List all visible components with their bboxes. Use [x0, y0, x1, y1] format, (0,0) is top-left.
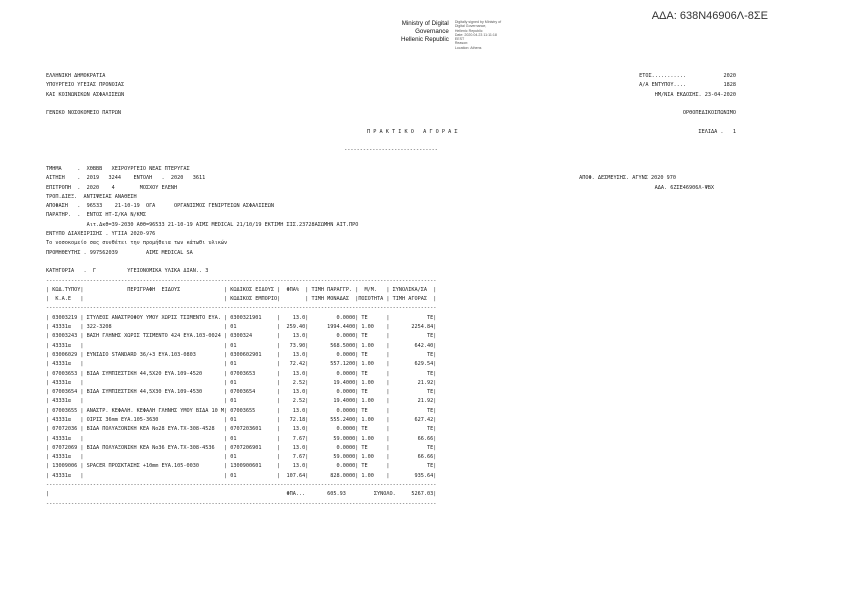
table-row: | 43331α | | 01 | 7.67| 59.0000| 1.00 | 66.66| — [46, 435, 437, 442]
info-aitisi-right: ΑΠΟΦ. ΔΕΣΜΕΥΣΗΣ. ΑΓΥΝΣ 2020 970 — [579, 175, 676, 182]
items-table — [46, 277, 736, 509]
page-title: Π Ρ Α Κ Τ Ι Κ Ο Α Γ Ο Ρ Α Σ — [366, 128, 458, 135]
table-row: | 43331α | 322-3208 | 01 | 259.40| 1994.4400| 1.00 | 2254.84| — [46, 324, 437, 331]
table-row: | 03003243 | ΒΑΣΗ ΓΛΗΝΗΣ ΧΩΡΙΣ ΤΣΙΜΕΝΤΟ 424 ΕΥΑ.103-0024 | 0300324 | 13.0| 0.0000| ΤΕ | ΤΕ| — [46, 333, 437, 340]
info-paratir: ΠΑΡΑΤΗΡ. . ΕΝΤΟΣ ΗΤ-Σ/ΚΑ Ν/ΚΜΣ — [46, 212, 146, 219]
table-header-sub: | Κ.Α.Ε | | ΚΩΔΙΚΟΣ ΕΜΠΟΡΙΟ| | ΤΙΜΗ ΜΟΝΑΔΑΣ |ΠΟΣΟΤΗΤΑ | ΤΙΜΗ ΑΓΟΡΑΣ | — [46, 296, 437, 303]
stamp-detail: Digitally signed by Ministry of Digital Governance, Hellenic Republic Date: 2020.04.23 11:11:18 EEST Reason: Location: Athens — [454, 20, 502, 50]
table-header: | ΚΩΔ.ΤΥΠΟΥ| ΠΕΡΙΓΡΑΦΗ ΕΙΔΟΥΣ | ΚΩΔΙΚΟΣ ΕΙΔΟΥΣ | ΦΠΑ% | ΤΙΜΗ ΠΑΡΑΓΓΡ. | Μ/Μ. | ΣΥΝΟΛΙΚΑ/ΣΑ | — [46, 286, 437, 293]
table-row: | 13009006 | SPACER ΠΡΟΣΚΤΑΣΗΣ +10mm ΕΥΑ.105-0030 | 1300900601 | 13.0| 0.0000| ΤΕ | ΤΕ| — [46, 463, 437, 470]
table-row: | 43331α | | 01 | 2.52| 19.4000| 1.00 | 21.92| — [46, 398, 437, 405]
hospital-name: ΓΕΝΙΚΟ ΝΟΣΟΚΟΜΕΙΟ ΠΑΤΡΩΝ — [46, 110, 121, 117]
info-aitisi-line — [46, 174, 736, 183]
document-body — [46, 72, 736, 509]
info-epitropi: ΕΠΙΤΡΟΠΗ . 2020 4 ΜΟΣΧΟΥ ΕΛΕΝΗ — [46, 184, 178, 191]
stamp-line: Hellenic Republic — [401, 36, 449, 43]
info-epitropi-right: ΑΔΑ. 6ΖΣΕ46906Λ-ΨΒΧ — [654, 184, 714, 191]
title-underline: ------------------------------ — [344, 147, 438, 154]
table-row: | 07003654 | ΒΙΔΑ ΣΥΜΠΙΕΣΤΙΚΗ 44,5Χ30 ΕΥΑ.109-4530 | 07003654 | 13.0| 0.0000| ΤΕ | ΤΕ| — [46, 389, 437, 396]
table-border: ----------------------------------------------------------------------------------------------------------------------------- — [46, 500, 437, 507]
table-row: | 43331α | | 01 | 72.42| 557.1200| 1.00 | 629.54| — [46, 361, 437, 368]
table-row: | 43331α | | 01 | 107.64| 828.0000| 1.00 | 935.64| — [46, 472, 437, 479]
stamp-line: Governance — [415, 28, 449, 35]
table-row: | 07072036 | ΒΙΔΑ ΠΟΛΥΑΞΟΝΙΚΗ ΚΕΑ Νο28 ΕΥΑ.ΤΧ-308-4528 | 0707203601 | 13.0| 0.0000| ΤΕ | ΤΕ| — [46, 426, 437, 433]
header-line-1 — [46, 72, 736, 81]
info-epitropi-line — [46, 184, 736, 193]
table-row: | 07003653 | ΒΙΔΑ ΣΥΜΠΙΕΣΤΙΚΗ 44,5Χ20 ΕΥΑ.109-4520 | 07003653 | 13.0| 0.0000| ΤΕ | ΤΕ| — [46, 370, 437, 377]
right-header-line: Α/Α ΕΝΤΥΠΟΥ.... 1828 — [639, 82, 736, 89]
header-line-2 — [46, 81, 736, 90]
digital-signature-stamp — [401, 20, 501, 50]
table-border: ----------------------------------------------------------------------------------------------------------------------------- — [46, 305, 437, 312]
table-border: ----------------------------------------------------------------------------------------------------------------------------- — [46, 277, 437, 284]
right-header-line: ΗΜ/ΝΙΑ ΕΚΔΟΣΗΣ. 23-04-2020 — [654, 91, 736, 98]
table-row: | 43331α | | 01 | 7.67| 59.0000| 1.00 | 66.66| — [46, 454, 437, 461]
ada-header: ΑΔΑ: 638Ν46906Λ-8ΣΕ — [651, 10, 768, 22]
table-row: | 43331α | ΟΙΡΙΣ 36mm ΕΥΑ.105-3630 | 01 | 72.18| 555.2400| 1.00 | 627.42| — [46, 416, 437, 423]
hospital-right: ΟΡΘΟΠΕΔΙΚΟΙΠΩΝΙΜΟ — [682, 110, 736, 117]
info-apofasi: ΑΠΟΦΑΣΗ . 96533 21-10-19 ΟΓΑ ΟΡΓΑΝΙΣΜΟΣ ΓΕΝΙΡΤΕΙΩΝ ΑΣΦΑΛΙΣΕΩΝ — [46, 203, 274, 210]
header-line-3 — [46, 91, 736, 100]
table-row: | 03003219 | ΣΤΥΛΕΟΣ ΑΝΑΣΤΡΟΦΟΥ ΥΜΟΥ ΧΩΡΙΣ ΤΣΙΜΕΝΤΟ ΕΥΑ. | 0300321901 | 13.0| 0.0000| ΤΕ | ΤΕ| — [46, 314, 437, 321]
info-prom: ΤΡΟΠ.ΔΙΕΞ. ΑΝΤΙΨΕΙΑΣ ΑΝΑΘΕΣΗ — [46, 193, 137, 200]
table-row: | 43331α | | 01 | 73.90| 568.5000| 1.00 | 642.40| — [46, 342, 437, 349]
info-entypo: ΕΝΤΥΠΟ ΔΙΑΧΕΙΡΙΣΗΣ . ΥΓΙΙΑ 2020-976 — [46, 231, 156, 238]
info-aitiol: Αιτ.Δκθ=39-2030 Αθθ=96533 21-10-19 ΑΙΜΣ MEDICAL 21/10/19 ΕΚΤΙΜΗ ΣΙΣ.23728ΑΣΩΜΗΝ ΑΙΤ.ΠΡΟ — [46, 221, 359, 228]
info-aitisi: ΑΙΤΗΣΗ . 2019 3244 ΕΝΤΟΛΗ . 2020 3611 — [46, 175, 206, 182]
table-totals: | ΦΠΑ... 605.93 ΣΥΝΟΛΟ. 5267.03| — [46, 491, 437, 498]
left-header-line: ΕΛΛΗΝΙΚΗ ΔΗΜΟΚΡΑΤΙΑ — [46, 73, 106, 79]
table-row: | 03006029 | ΕΥΝΙΔΙΟ STANDARD 36/+3 ΕΥΑ.103-0803 | 0300602901 | 13.0| 0.0000| ΤΕ | ΤΕ| — [46, 351, 437, 358]
hospital-line — [46, 109, 736, 118]
table-border: ----------------------------------------------------------------------------------------------------------------------------- — [46, 482, 437, 489]
table-row: | 43331α | | 01 | 2.52| 19.4000| 1.00 | 21.92| — [46, 379, 437, 386]
right-header-line: ΕΤΟΣ........... 2020 — [639, 73, 736, 79]
left-header-line: ΥΠΟΥΡΓΕΙΟ ΥΓΕΙΑΣ ΠΡΟΝΟΙΑΣ — [46, 82, 125, 89]
left-header-line: ΚΑΙ ΚΟΙΝΩΝΙΚΩΝ ΑΣΦΑΛΙΣΕΩΝ — [46, 91, 125, 98]
title-line — [46, 128, 736, 137]
page-number: ΣΕΛΙΔΑ . 1 — [698, 128, 736, 135]
stamp-names — [401, 20, 449, 50]
info-note: Το νοσοκομείο σας συνθέτει την προμήθεια των κάτωθι υλικών — [46, 240, 228, 247]
info-tmima: ΤΜΗΜΑ . ΧΘΒΒΒ ΧΕΙΡΟΥΡΓΕΙΟ ΝΕΑΣ ΠΤΕΡΥΓΑΣ — [46, 165, 190, 172]
stamp-line: Ministry of Digital — [401, 20, 449, 27]
info-promitheftis: ΠΡΟΜΗΘΕΥΤΗΣ . 997562039 ΑΙΜΣ MEDICAL SA — [46, 249, 193, 256]
info-katigoria: ΚΑΤΗΓΟΡΙΑ . Γ ΥΓΕΙΟΝΟΜΙΚΑ ΥΛΙΚΑ ΔΙΑΝ.. 3 — [46, 268, 209, 275]
table-row: | 07072069 | ΒΙΔΑ ΠΟΛΥΑΞΟΝΙΚΗ ΚΕΑ Νο36 ΕΥΑ.ΤΧ-308-4536 | 0707206901 | 13.0| 0.0000| ΤΕ | ΤΕ| — [46, 444, 437, 451]
table-row: | 07003655 | ΑΝΑΣΤΡ. ΚΕΦΑΛΗ. ΚΕΦΑΛΗ ΓΛΗΝΗΣ ΥΜΟΥ ΒΙΔΑ 10 Μ| 07003655 | 13.0| 0.0000| ΤΕ | ΤΕ| — [46, 407, 437, 414]
